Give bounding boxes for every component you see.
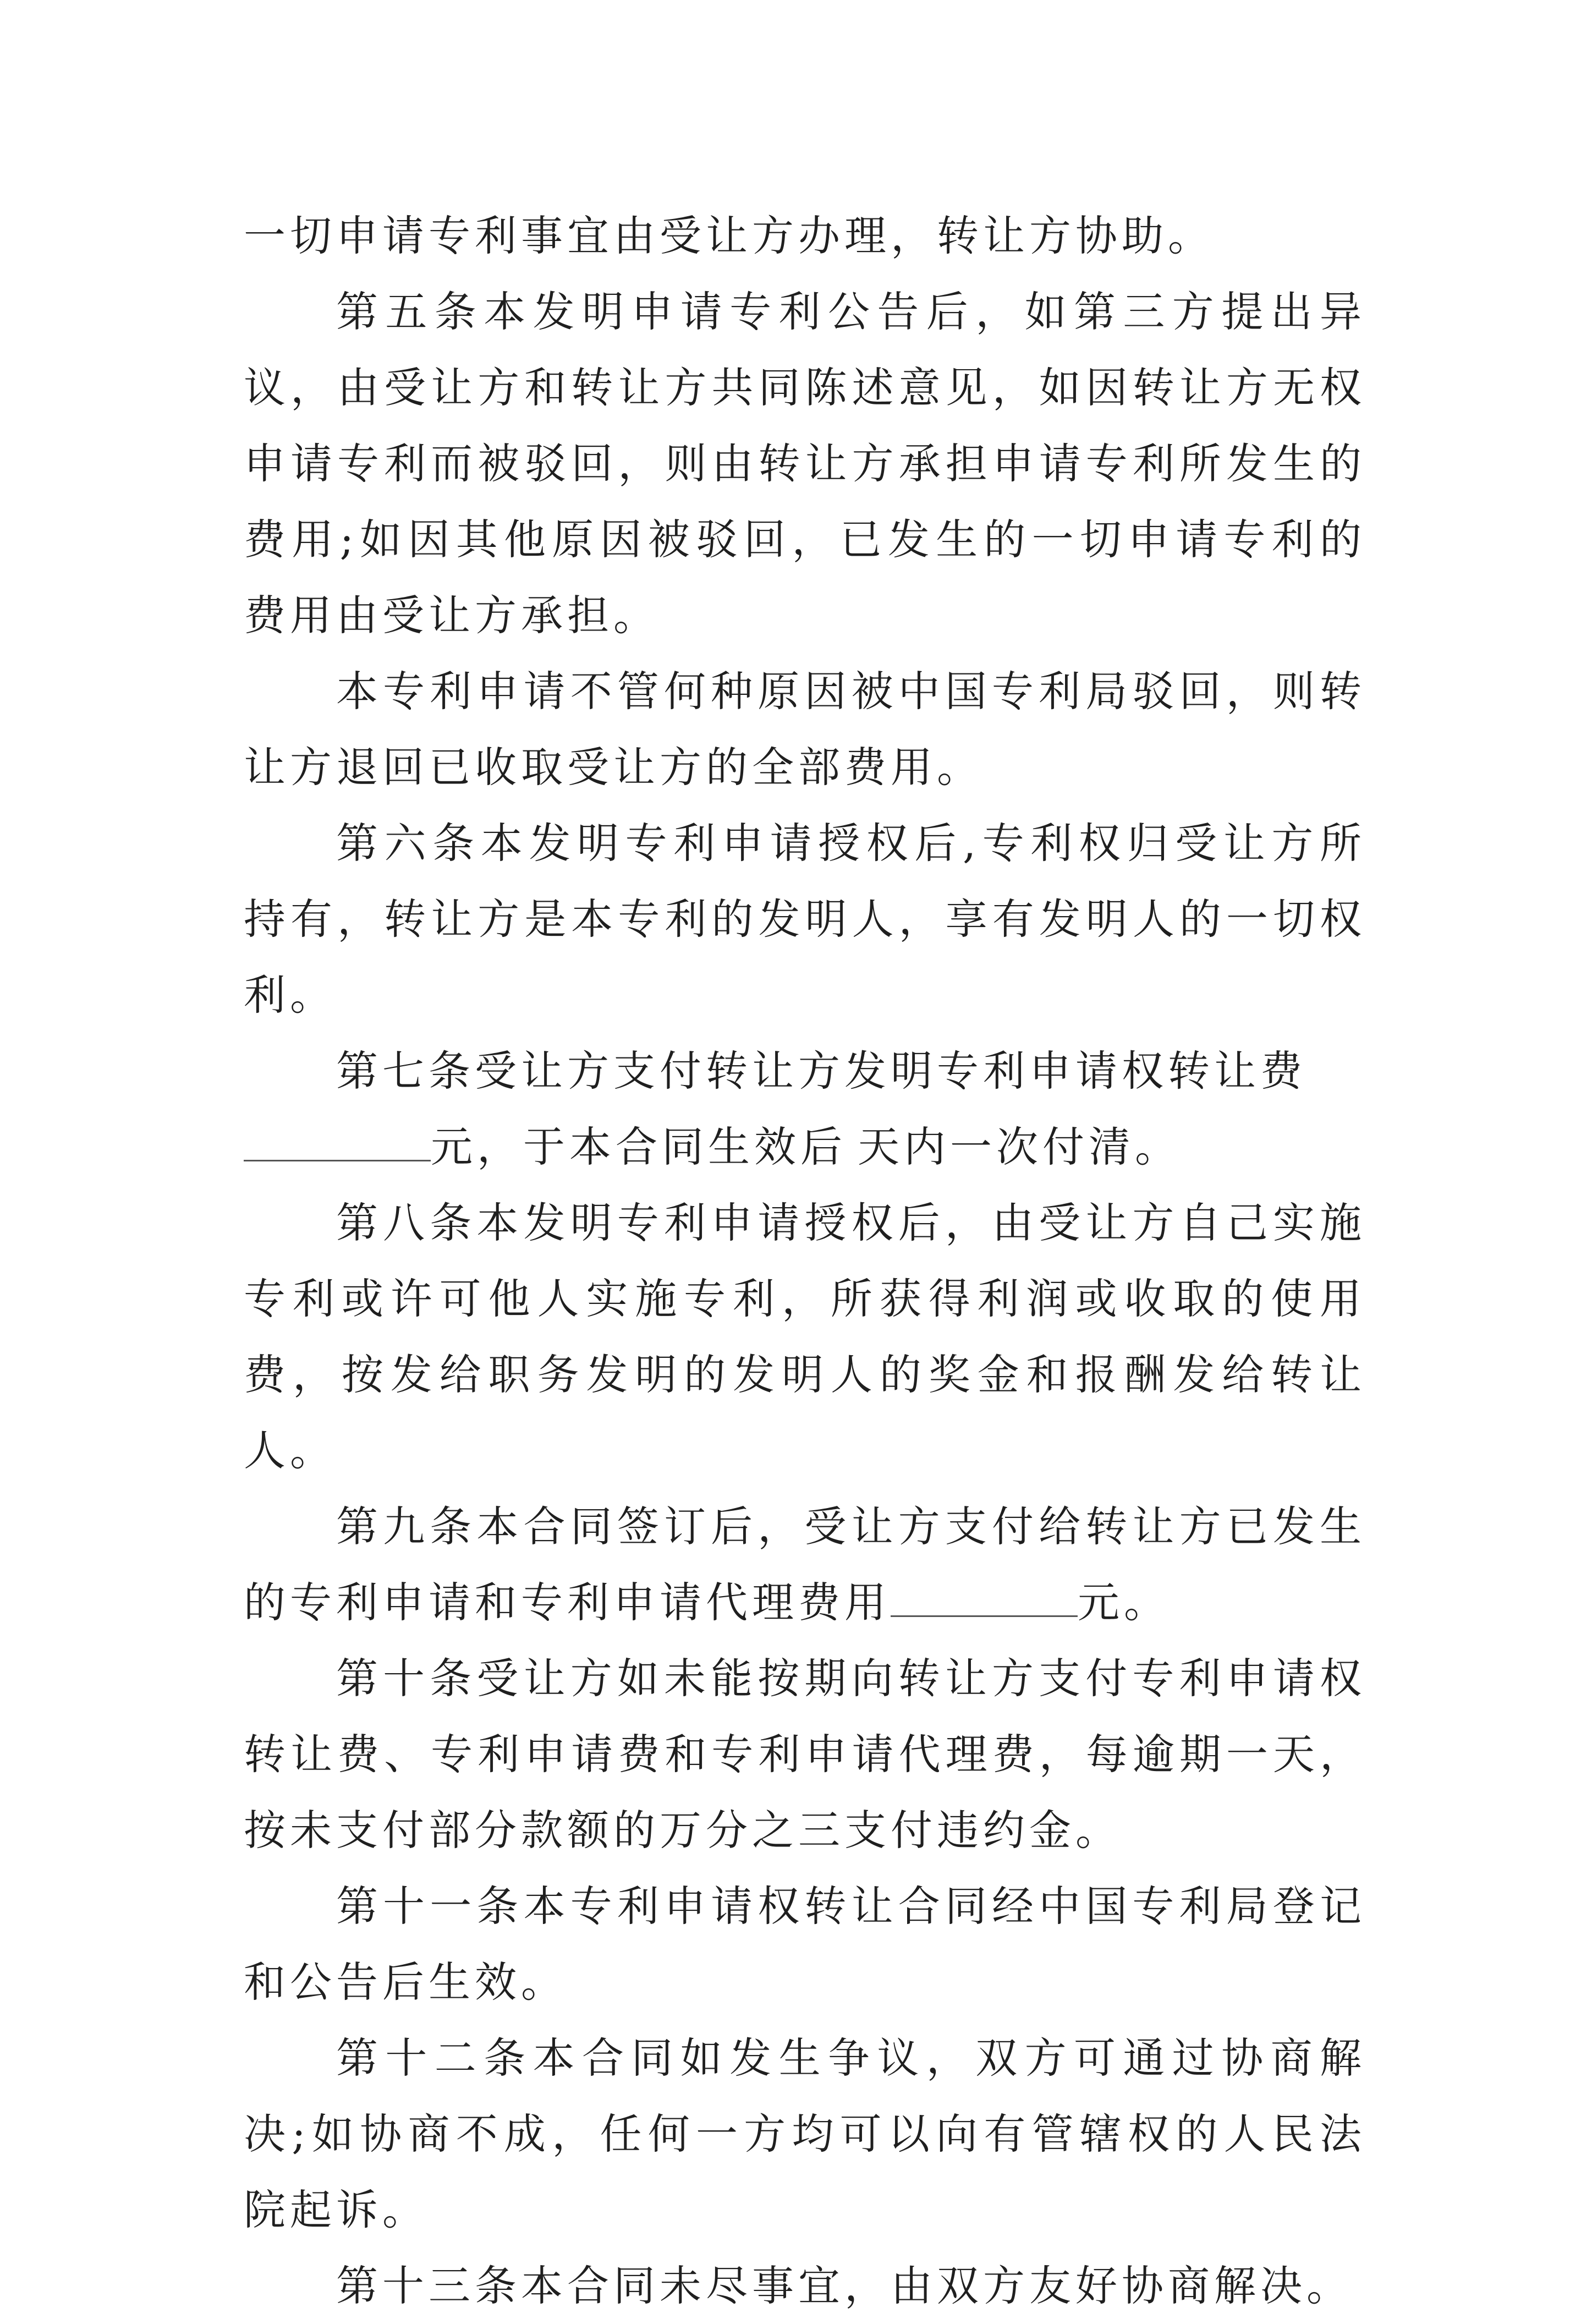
- article-7-text-3: 天内一次付清。: [858, 1122, 1181, 1171]
- article-9-text: 第九条本合同签订后，受让方支付给转让方已发生的专利申请和专利申请代理费用: [244, 1502, 1366, 1627]
- paragraph-article-13: 第十三条本合同未尽事宜，由双方友好协商解决。: [336, 2261, 1353, 2310]
- article-7-text: 第七条受让方支付转让方发明专利申请权转让费: [336, 1046, 1306, 1095]
- paragraph-rejection-refund: 本专利申请不管何种原因被中国专利局驳回，则转让方退回已收取受让方的全部费用。: [244, 667, 1366, 792]
- paragraph-article-12: 第十二条本合同如发生争议，双方可通过协商解决;如协商不成，任何一方均可以向有管辖权的人民法院起诉。: [244, 2034, 1366, 2234]
- paragraph-article-11: 第十一条本专利申请权转让合同经中国专利局登记和公告后生效。: [244, 1882, 1366, 2007]
- article-7-text-2: 元，于本合同生效后: [431, 1122, 847, 1171]
- paragraph-article-5: 第五条本发明申请专利公告后，如第三方提出异议，由受让方和转让方共同陈述意见，如因转让方无权申请专利而被驳回，则由转让方承担申请专利所发生的费用;如因其他原因被驳回，已发生的一切申请专利的费用由受让方承担。: [244, 287, 1366, 640]
- paragraph-continuation: 一切申请专利事宜由受让方办理，转让方协助。: [244, 211, 1214, 260]
- paragraph-article-9: [244, 1489, 1366, 1641]
- document-body: [244, 198, 1366, 2324]
- article-9-text-2: 元。: [1078, 1578, 1170, 1627]
- paragraph-article-10: 第十条受让方如未能按期向转让方支付专利申请权转让费、专利申请费和专利申请代理费，每逾期一天，按未支付部分款额的万分之三支付违约金。: [244, 1654, 1366, 1855]
- paragraph-article-8: 第八条本发明专利申请授权后，由受让方自己实施专利或许可他人实施专利，所获得利润或收取的使用费，按发给职务发明的发明人的奖金和报酬发给转让人。: [244, 1198, 1366, 1475]
- paragraph-article-6: 第六条本发明专利申请授权后,专利权归受让方所持有，转让方是本专利的发明人，享有发明人的一切权利。: [244, 819, 1366, 1020]
- agency-fee-blank: [891, 1579, 1078, 1617]
- paragraph-article-7: [244, 1033, 1366, 1185]
- fee-amount-blank: [244, 1123, 431, 1161]
